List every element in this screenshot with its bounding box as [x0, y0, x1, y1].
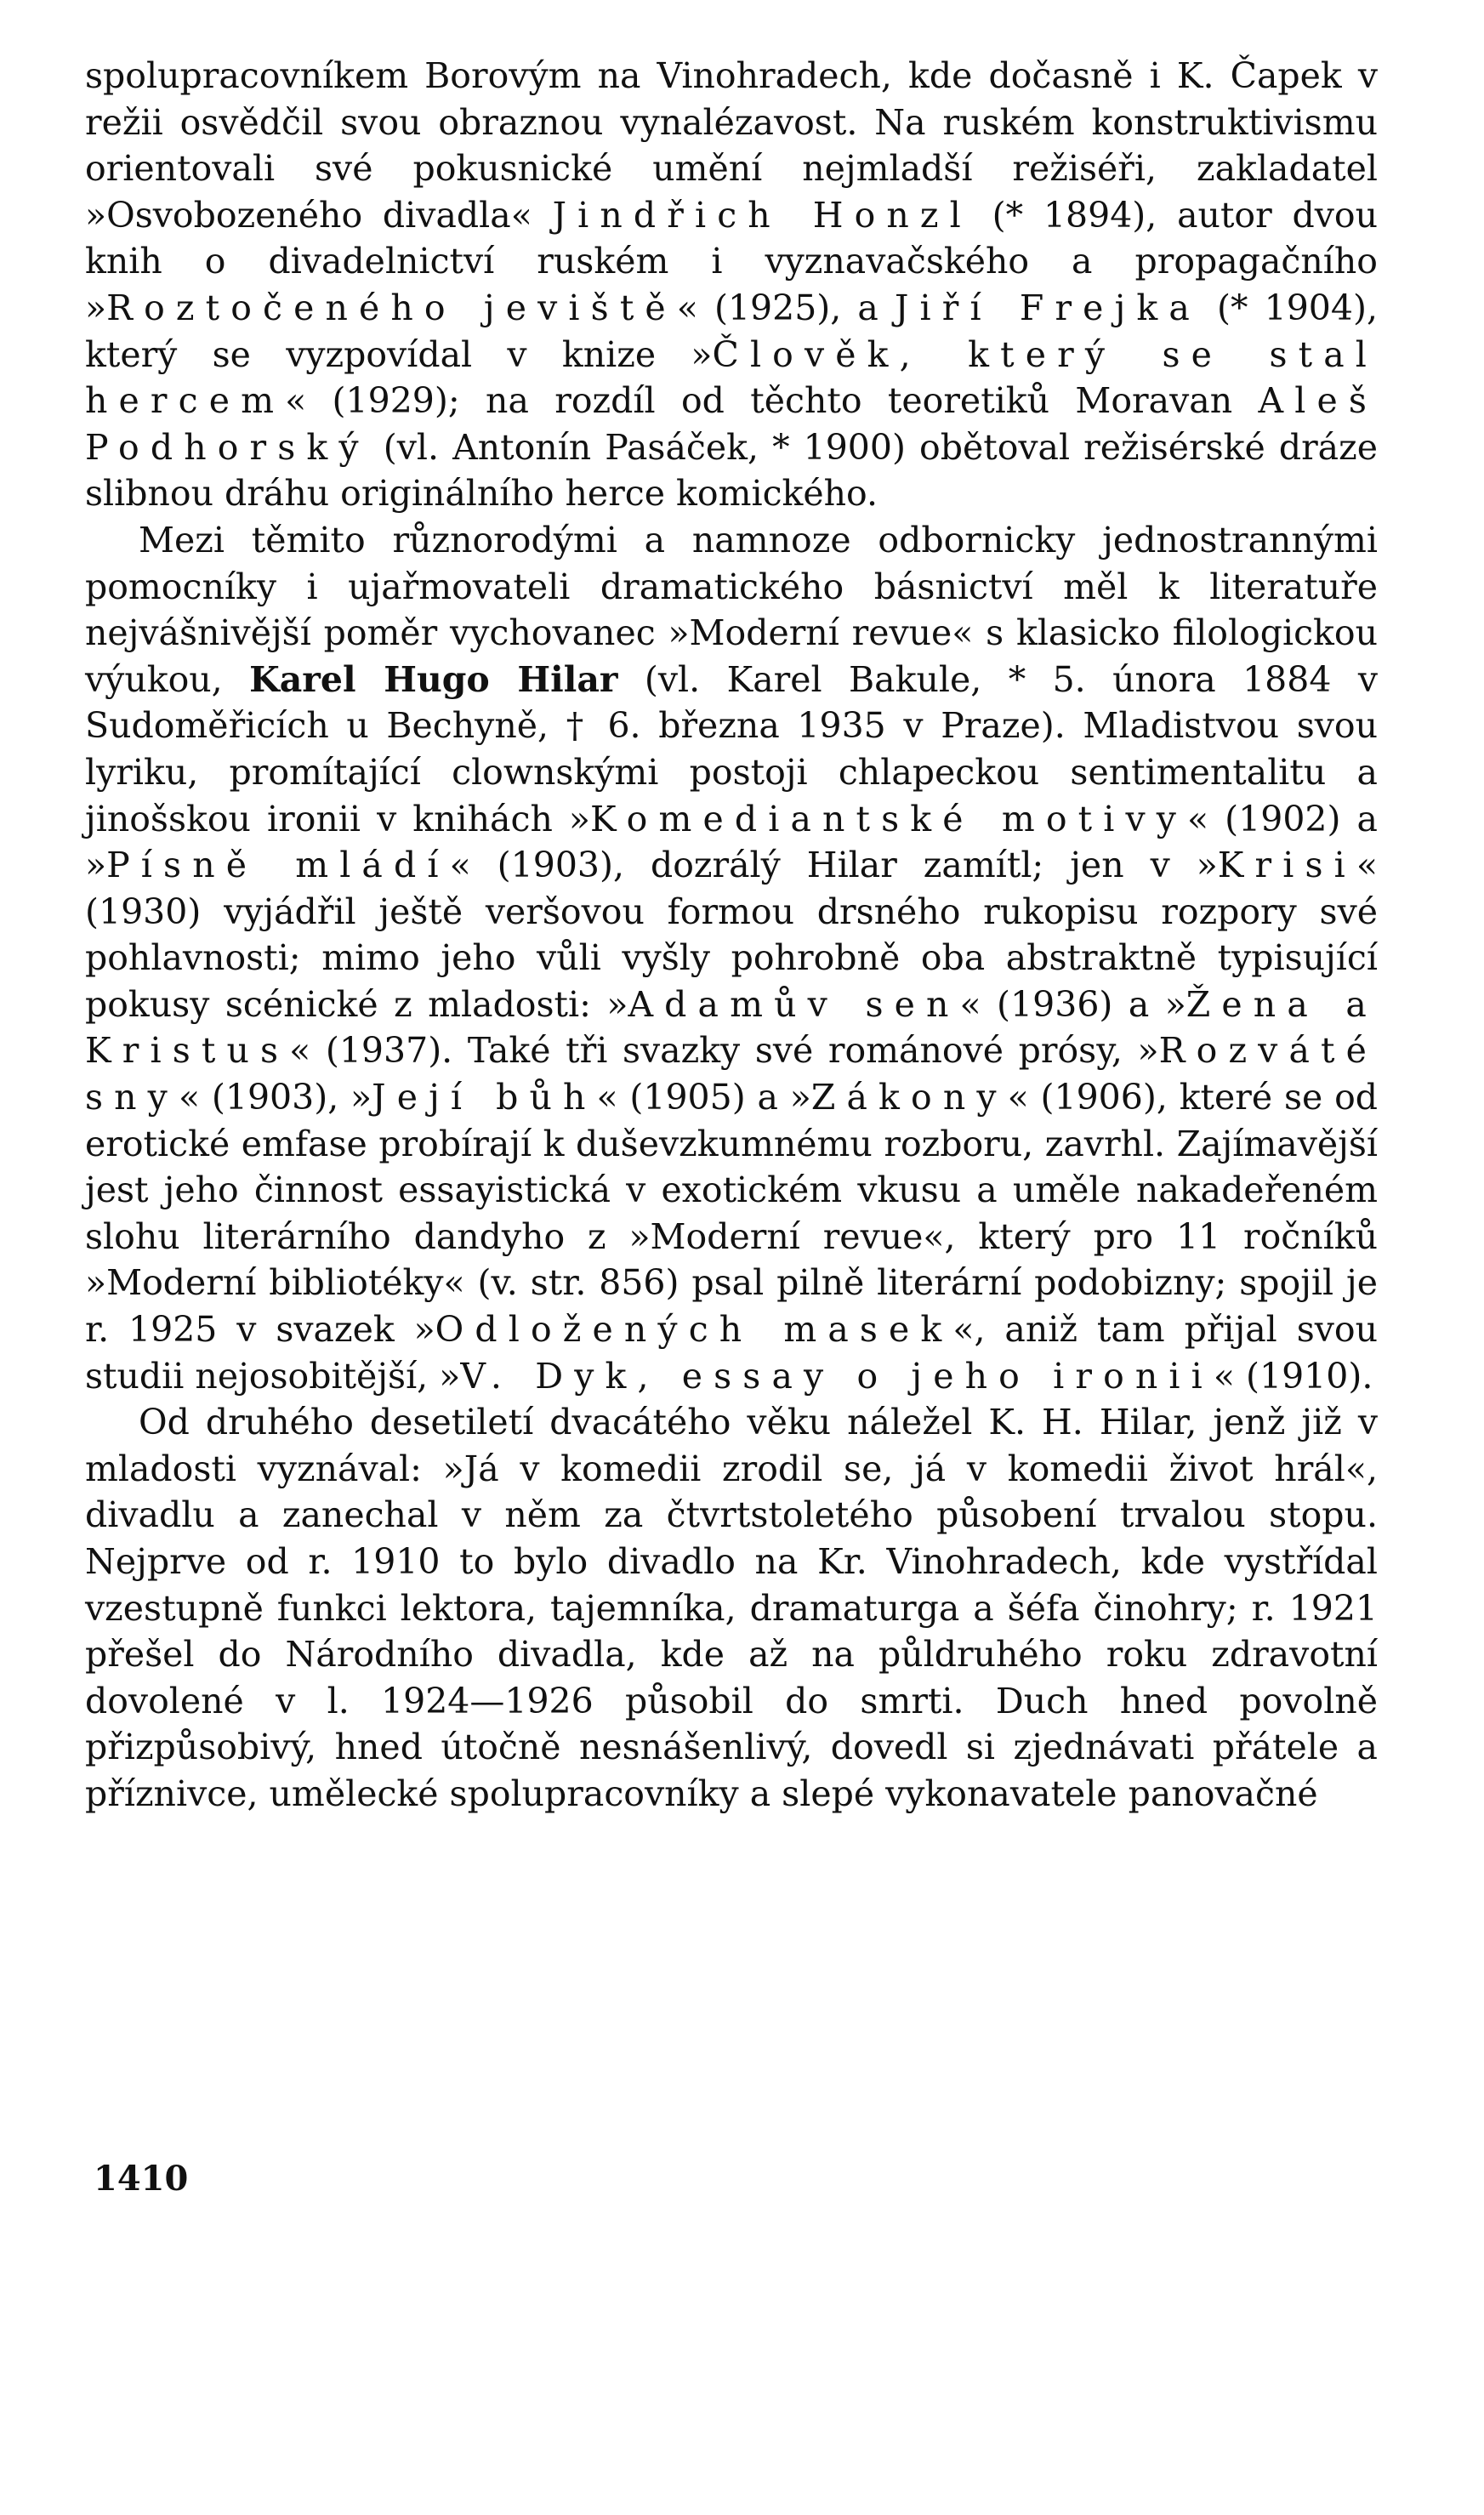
page-number: 1410: [94, 2159, 189, 2199]
text-run: (vl. Antonín Pasáček, * 1900) obětoval režisérské dráze slibnou dráhu originálního herce komického.: [85, 426, 1378, 515]
text-run: « (1902) a »: [85, 798, 1378, 886]
text-run: « (1903), »: [178, 1077, 372, 1118]
spaced-title-run: Aleš Podhorský: [85, 380, 1378, 468]
text-run: « (1925), a: [676, 287, 895, 328]
spaced-title-run: Její bůh: [372, 1077, 597, 1118]
spaced-title-run: Jiří Frejka: [894, 287, 1201, 328]
text-run: « (1930) vyjádřil ještě veršovou formou drsného rukopisu rozpory své pohlavnosti; mimo jeho vůli vyšly pohrobně oba abstraktně typisující pokusy scénické z mladosti: »: [85, 845, 1378, 1025]
spaced-title-run: Adamův sen: [628, 983, 960, 1025]
paragraph: [85, 53, 1378, 517]
spaced-title-run: Jindřich Honzl: [552, 194, 972, 236]
text-run: « (1929); na rozdíl od těchto teoretiků Moravan: [285, 380, 1259, 422]
spaced-title-run: Rozváté sny: [85, 1030, 1378, 1118]
spaced-title-run: Člověk, který se stal hercem: [85, 333, 1378, 422]
text-run: « (1910).: [1213, 1355, 1373, 1397]
spaced-title-run: Žena a Kristus: [85, 983, 1378, 1072]
text-run: « (1905) a »: [596, 1077, 811, 1118]
text-run: (vl. Karel Bakule, * 5. února 1884 v Sudoměřicích u Bechyně, † 6. března 1935 v Praze). Mladistvou svou lyriku, promítající clownskými postoji chlapeckou sentimentalitu a jinošskou ironii v knihách »: [85, 658, 1378, 839]
text-run: « (1903), dozrálý Hilar zamítl; jen v »: [449, 845, 1218, 886]
page-body: [85, 53, 1378, 1818]
text-run: « (1937). Také tři svazky své románové prósy, »: [289, 1030, 1159, 1072]
text-run: (* 1904), který se vyzpovídal v knize »: [85, 287, 1378, 375]
text-run: (* 1894), autor dvou knih o divadelnictví ruském i vyznavačského a propagačního »: [85, 194, 1378, 328]
text-run: Od druhého desetiletí dvacátého věku náležel K. H. Hilar, jenž již v mladosti vyznával: »Já v komedii zrodil se, já v komedii život hrál«, divadlu a zanechal v něm za čtvrtstoletého působení trvalou stopu. Nejprve od r. 1910 to bylo divadlo na Kr. Vinohradech, kde vystřídal vzestupně funkci lektora, tajemníka, dramaturga a šéfa činohry; r. 1921 přešel do Národního divadla, kde až na půldruhého roku zdravotní dovolené v l. 1924—1926 působil do smrti. Duch hned povolně přizpůsobivý, hned útočně nesnášenlivý, dovedl si zjednávati přátele a příznivce, umělecké spolupracovníky a slepé vykonavatele panovačné: [85, 1402, 1378, 1814]
text-run: « (1936) a »: [959, 983, 1186, 1025]
spaced-title-run: V. Dyk, essay o jeho ironii: [460, 1355, 1214, 1397]
paragraph: [85, 517, 1378, 1399]
text-run: spolupracovníkem Borovým na Vinohradech, kde dočasně i K. Čapek v režii osvědčil svou obraznou vynalézavost. Na ruském konstruktivismu orientovali své pokusnické umění nejmladší režiséři, zakladatel »Osvobozeného divadla«: [85, 55, 1378, 236]
spaced-title-run: Komediantské motivy: [590, 798, 1188, 839]
spaced-title-run: Krisi: [1217, 845, 1356, 886]
text-run: Mezi těmito různorodými a namnoze odbornicky jednostrannými pomocníky i ujařmovateli dramatického básnictví měl k literatuře nejvášnivější poměr vychovanec »Moderní revue« s klasicko filologickou výukou,: [85, 519, 1378, 700]
author-name-run: Karel Hugo Hilar: [249, 658, 618, 700]
spaced-title-run: Roztočeného jeviště: [106, 287, 677, 328]
text-run: «, aniž tam přijal svou studii nejosobitější, »: [85, 1309, 1378, 1397]
spaced-title-run: Odložených masek: [435, 1309, 953, 1351]
spaced-title-run: Písně mládí: [106, 845, 450, 886]
text-run: « (1906), které se od erotické emfase probírají k duševzkumnému rozboru, zavrhl. Zajímavější jest jeho činnost essayistická v exotickém vkusu a uměle nakadeřeném slohu literárního dandyho z »Moderní revue«, který pro 11 ročníků »Moderní bibliotéky« (v. str. 856) psal pilně literární podobizny; spojil je r. 1925 v svazek »: [85, 1077, 1378, 1351]
paragraph: [85, 1399, 1378, 1817]
spaced-title-run: Zákony: [810, 1077, 1008, 1118]
